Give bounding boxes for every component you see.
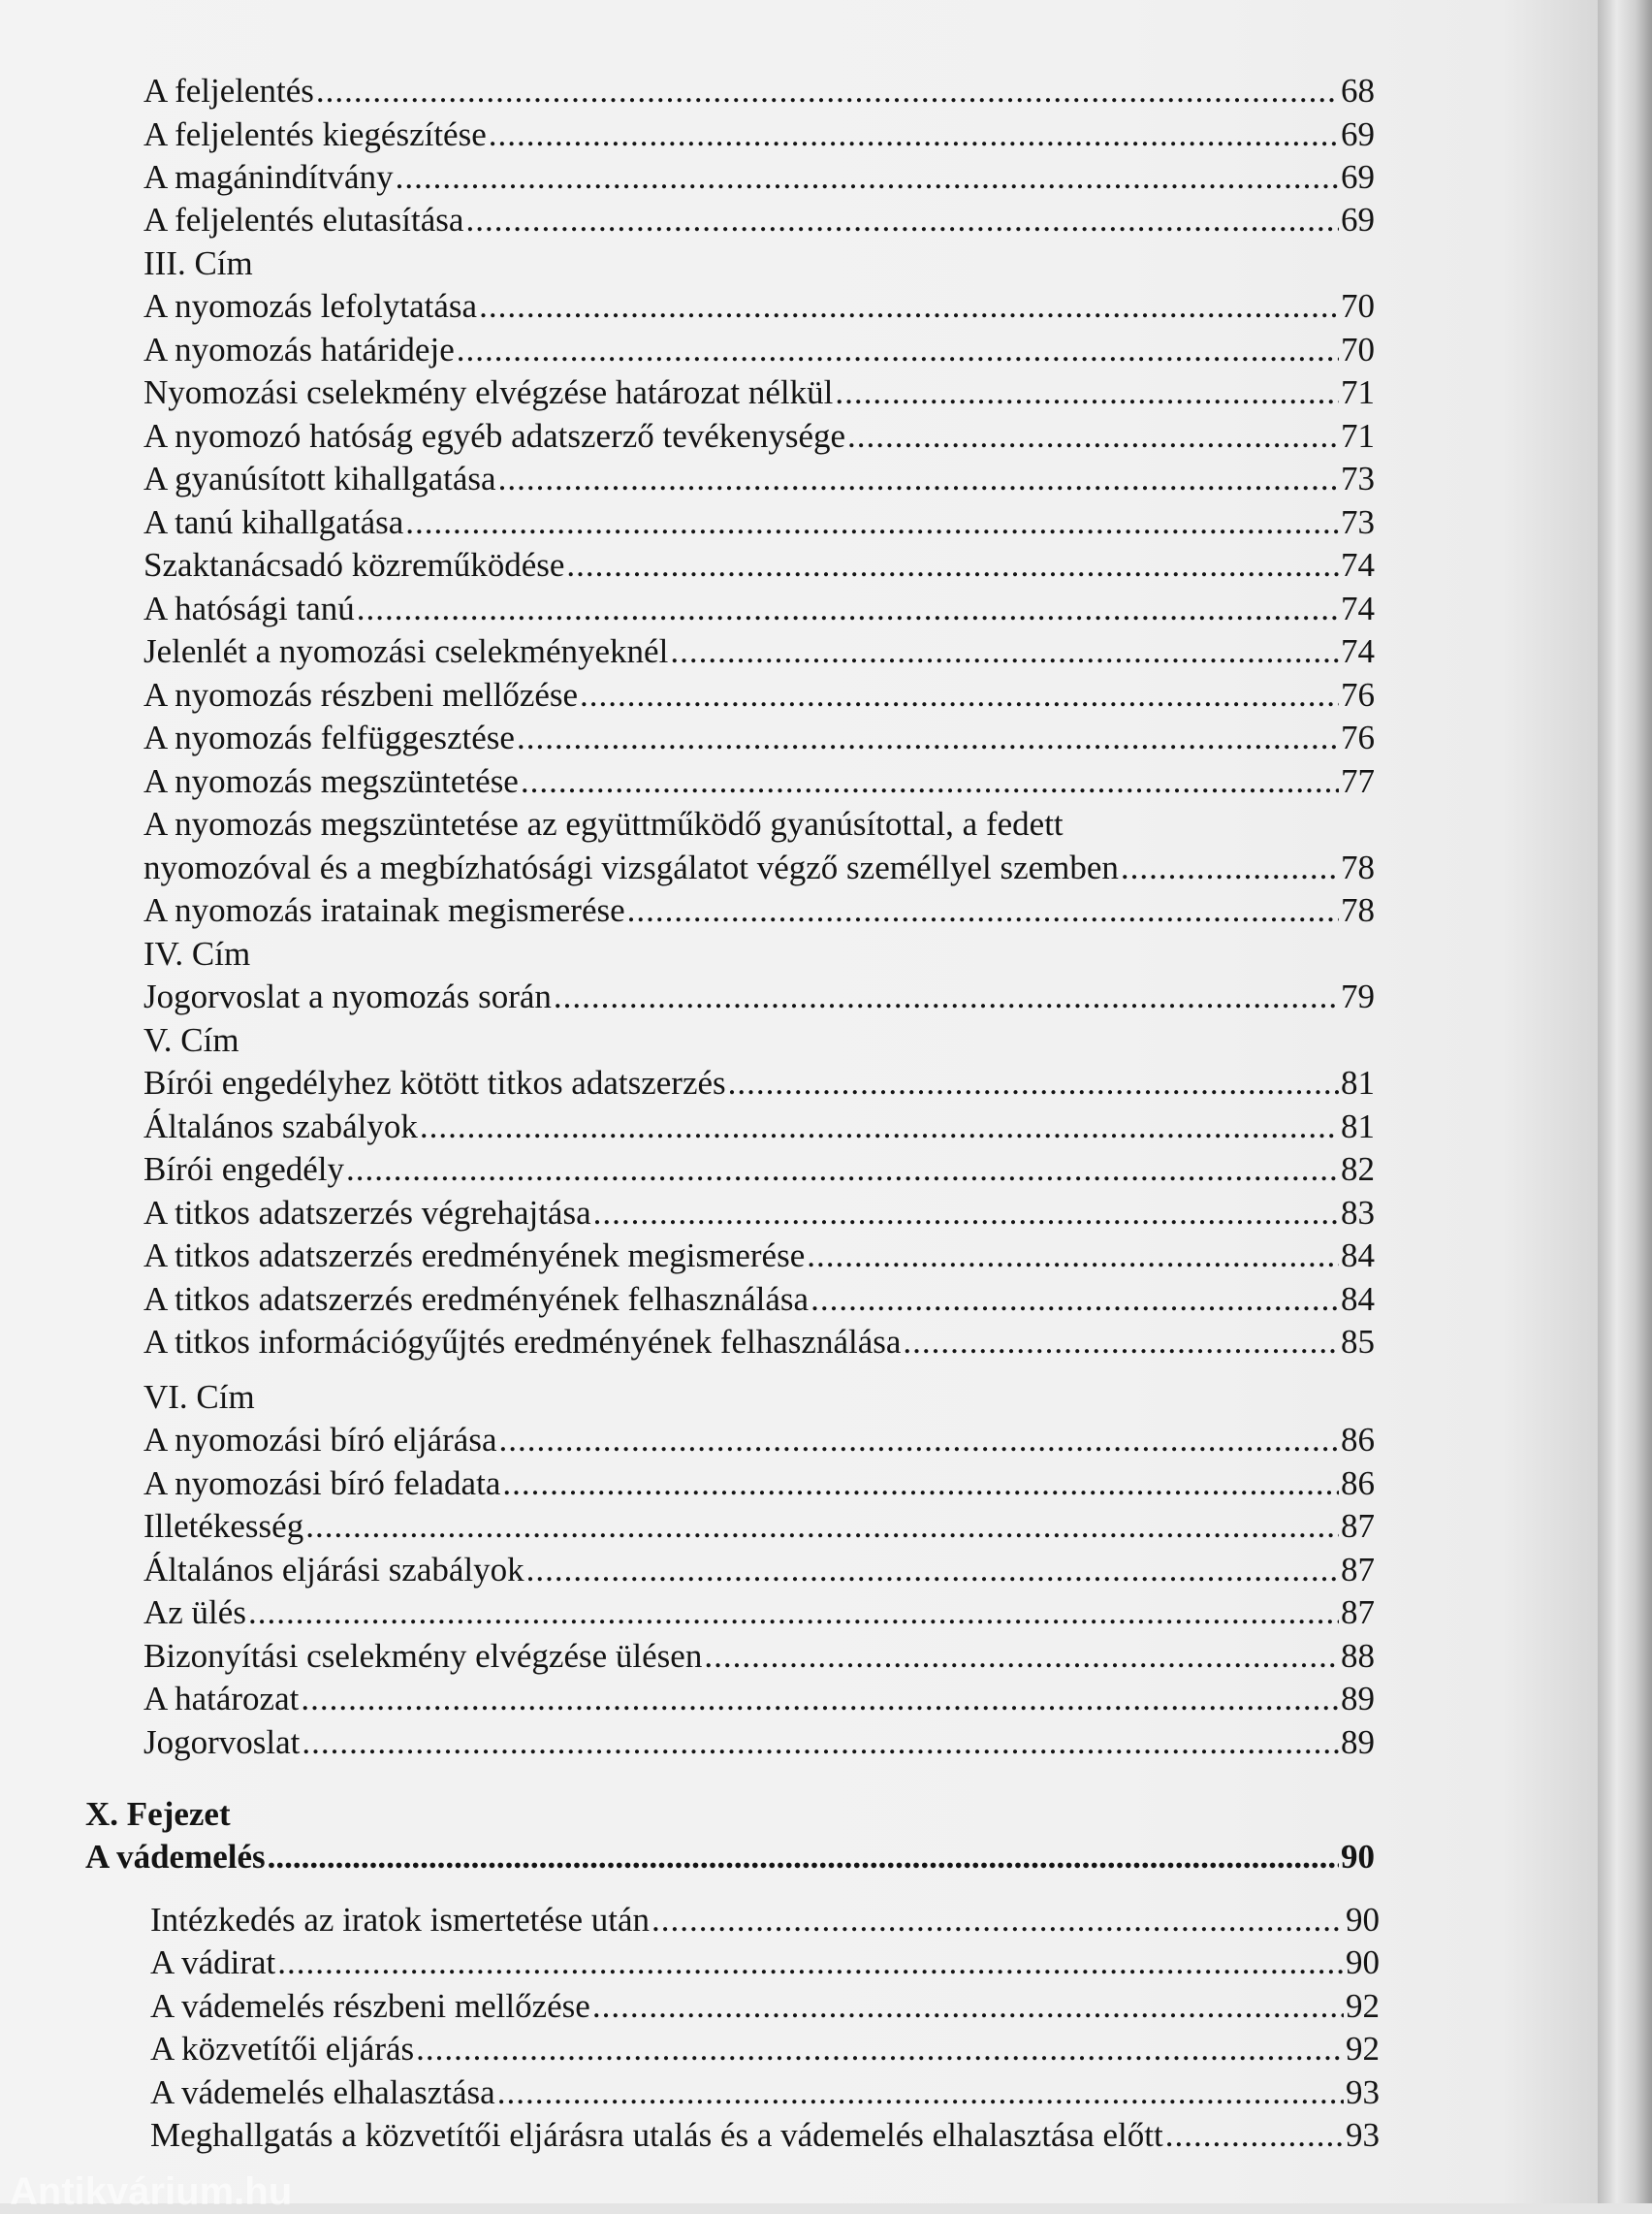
toc-entry — [143, 1505, 1375, 1548]
toc-entry-page: 85 — [1341, 1323, 1375, 1361]
toc-leader-dots — [498, 1419, 1339, 1461]
section-heading-iv: IV. Cím — [143, 935, 251, 973]
toc-entry-page: 73 — [1341, 503, 1375, 541]
toc-entry-title: Meghallgatás a közvetítői eljárásra utalás és a vádemelés elhalasztása előtt — [150, 2116, 1163, 2154]
toc-entry-page: 89 — [1341, 1723, 1375, 1761]
toc-leader-dots — [316, 70, 1339, 112]
toc-entry — [143, 1321, 1375, 1364]
section-heading-iii: III. Cím — [143, 244, 253, 282]
toc-entry-title: A feljelentés kiegészítése — [143, 115, 487, 153]
toc-entry-page: 71 — [1341, 373, 1375, 411]
toc-leader-dots — [554, 976, 1339, 1018]
toc-entry-page: 74 — [1341, 546, 1375, 584]
toc-entry-page: 90 — [1346, 1901, 1380, 1939]
toc-entry-title: A vádemelés részbeni mellőzése — [150, 1987, 590, 2025]
toc-entry-page: 68 — [1341, 72, 1375, 110]
toc-entry-page: 83 — [1341, 1194, 1375, 1232]
toc-entry-title: A titkos adatszerzés eredményének megismerése — [143, 1236, 806, 1274]
chapter-title: A vádemelés — [85, 1838, 266, 1876]
toc-leader-dots — [580, 674, 1339, 717]
toc-entry-multiline-first: A nyomozás megszüntetése az együttműködő gyanúsítottal, a fedett — [143, 805, 1064, 843]
toc-entry-page: 81 — [1341, 1064, 1375, 1102]
toc-entry-title: Általános szabályok — [143, 1107, 418, 1145]
toc-entry-title: Bírói engedély — [143, 1150, 345, 1188]
toc-leader-dots — [420, 1106, 1339, 1148]
toc-leader-dots — [302, 1721, 1339, 1764]
toc-entry-page: 77 — [1341, 762, 1375, 800]
toc-entry — [143, 717, 1375, 759]
toc-entry-page: 70 — [1341, 287, 1375, 325]
toc-entry — [143, 1278, 1375, 1321]
toc-entry-title: A nyomozás megszüntetése — [143, 762, 519, 800]
toc-entry — [143, 1549, 1375, 1591]
toc-entry — [150, 1941, 1380, 1984]
toc-leader-dots — [396, 156, 1339, 199]
toc-entry — [143, 199, 1375, 241]
toc-entry-title: A nyomozás felfüggesztése — [143, 719, 515, 756]
toc-entry — [143, 1062, 1375, 1105]
watermark: Antikvárium.hu — [10, 2170, 293, 2213]
toc-entry-page: 87 — [1341, 1551, 1375, 1588]
toc-leader-dots — [498, 458, 1339, 500]
toc-entry — [143, 501, 1375, 544]
toc-leader-dots — [268, 1836, 1339, 1878]
toc-leader-dots — [405, 501, 1339, 544]
toc-entry-title: A tanú kihallgatása — [143, 503, 404, 541]
toc-entry-page: 82 — [1341, 1150, 1375, 1188]
toc-leader-dots — [457, 329, 1339, 371]
toc-entry-page: 74 — [1341, 590, 1375, 627]
toc-entry-title: A nyomozás lefolytatása — [143, 287, 478, 325]
toc-leader-dots — [357, 588, 1339, 630]
toc-leader-dots — [627, 889, 1339, 932]
toc-entry-title: nyomozóval és a megbízhatósági vizsgálatot végző személlyel szemben — [143, 849, 1119, 886]
toc-entry — [143, 70, 1375, 112]
toc-leader-dots — [593, 1192, 1339, 1235]
toc-entry — [143, 371, 1375, 414]
toc-leader-dots — [305, 1505, 1339, 1548]
toc-leader-dots — [277, 1941, 1344, 1984]
toc-leader-dots — [835, 371, 1339, 414]
chapter-label: X. Fejezet — [85, 1795, 231, 1833]
toc-entry-title: A feljelentés elutasítása — [143, 201, 464, 239]
toc-entry-page: 90 — [1346, 1943, 1380, 1981]
toc-entry-page: 84 — [1341, 1280, 1375, 1318]
toc-entry-title: A vádirat — [150, 1943, 276, 1981]
chapter-title-entry — [85, 1836, 1375, 1878]
toc-entry — [143, 1192, 1375, 1235]
toc-leader-dots — [301, 1678, 1339, 1720]
toc-entry — [143, 588, 1375, 630]
toc-entry — [150, 2028, 1380, 2070]
book-spine-edge — [1598, 0, 1652, 2203]
toc-entry-title: A határozat — [143, 1680, 300, 1717]
section-heading-v: V. Cím — [143, 1021, 239, 1059]
toc-entry-title: A nyomozási bíró eljárása — [143, 1421, 497, 1459]
toc-entry-page: 86 — [1341, 1464, 1375, 1502]
toc-entry — [150, 1899, 1380, 1941]
toc-entry-title: Jogorvoslat a nyomozás során — [143, 978, 552, 1015]
section-heading-vi: VI. Cím — [143, 1378, 255, 1416]
toc-leader-dots — [248, 1591, 1339, 1634]
toc-leader-dots — [728, 1062, 1339, 1105]
toc-entry-page: 71 — [1341, 417, 1375, 455]
toc-entry — [143, 285, 1375, 328]
toc-entry-page: 88 — [1341, 1637, 1375, 1675]
toc-entry-title: A nyomozási bíró feladata — [143, 1464, 501, 1502]
toc-entry-title: Jelenlét a nyomozási cselekményeknél — [143, 632, 669, 670]
toc-entry-title: Illetékesség — [143, 1507, 304, 1545]
toc-entry-title: A közvetítői eljárás — [150, 2030, 415, 2068]
toc-entry — [143, 1721, 1375, 1764]
toc-entry — [143, 1235, 1375, 1277]
toc-entry-multiline-last — [143, 847, 1375, 889]
toc-leader-dots — [903, 1321, 1339, 1364]
toc-entry-page: 84 — [1341, 1236, 1375, 1274]
toc-entry-title: Bizonyítási cselekmény elvégzése ülésen — [143, 1637, 703, 1675]
toc-entry-page: 74 — [1341, 632, 1375, 670]
toc-entry — [143, 113, 1375, 156]
toc-entry-page: 92 — [1346, 2030, 1380, 2068]
toc-entry — [143, 630, 1375, 673]
toc-entry-title: A nyomozás részbeni mellőzése — [143, 676, 579, 714]
toc-entry-page: 69 — [1341, 158, 1375, 196]
toc-leader-dots — [517, 717, 1339, 759]
toc-entry — [143, 1635, 1375, 1678]
toc-entry — [143, 1419, 1375, 1461]
toc-leader-dots — [489, 113, 1339, 156]
toc-entry-title: Nyomozási cselekmény elvégzése határozat nélkül — [143, 373, 834, 411]
toc-entry-page: 76 — [1341, 719, 1375, 756]
toc-entry-page: 78 — [1341, 891, 1375, 929]
toc-leader-dots — [847, 415, 1339, 458]
toc-entry-title: A feljelentés — [143, 72, 314, 110]
toc-entry-title: A vádemelés elhalasztása — [150, 2073, 495, 2111]
toc-entry — [143, 329, 1375, 371]
toc-entry — [143, 156, 1375, 199]
toc-entry-page: 89 — [1341, 1680, 1375, 1717]
toc-leader-dots — [651, 1899, 1344, 1941]
toc-entry — [143, 415, 1375, 458]
toc-entry-title: A nyomozó hatóság egyéb adatszerző tevékenysége — [143, 417, 846, 455]
toc-entry-title: A magánindítvány — [143, 158, 394, 196]
toc-entry — [143, 1591, 1375, 1634]
toc-leader-dots — [810, 1278, 1339, 1321]
toc-entry-page: 73 — [1341, 460, 1375, 497]
toc-leader-dots — [497, 2071, 1344, 2114]
toc-leader-dots — [416, 2028, 1344, 2070]
toc-leader-dots — [479, 285, 1339, 328]
toc-entry-page: 93 — [1346, 2116, 1380, 2154]
chapter-page: 90 — [1341, 1838, 1375, 1876]
toc-entry-title: A gyanúsított kihallgatása — [143, 460, 496, 497]
toc-entry-title: A nyomozás iratainak megismerése — [143, 891, 625, 929]
toc-entry-page: 93 — [1346, 2073, 1380, 2111]
toc-entry-title: Jogorvoslat — [143, 1723, 301, 1761]
toc-leader-dots — [807, 1235, 1339, 1277]
toc-entry — [143, 976, 1375, 1018]
toc-entry-title: Bírói engedélyhez kötött titkos adatszerzés — [143, 1064, 726, 1102]
toc-leader-dots — [465, 199, 1339, 241]
toc-entry-title: Intézkedés az iratok ismertetése után — [150, 1901, 651, 1939]
toc-entry-page: 78 — [1341, 849, 1375, 886]
toc-leader-dots — [1121, 847, 1339, 889]
toc-entry — [143, 760, 1375, 803]
toc-leader-dots — [704, 1635, 1339, 1678]
toc-entry-title: A nyomozás határideje — [143, 331, 455, 369]
toc-entry-page: 76 — [1341, 676, 1375, 714]
toc-leader-dots — [1165, 2114, 1344, 2157]
toc-leader-dots — [670, 630, 1339, 673]
toc-leader-dots — [526, 1549, 1339, 1591]
toc-entry-title: Általános eljárási szabályok — [143, 1551, 524, 1588]
toc-leader-dots — [346, 1148, 1339, 1191]
toc-entry-title: A titkos adatszerzés végrehajtása — [143, 1194, 591, 1232]
toc-entry-page: 87 — [1341, 1507, 1375, 1545]
toc-entry — [143, 889, 1375, 932]
toc-entry — [143, 1106, 1375, 1148]
toc-entry-title: Szaktanácsadó közreműködése — [143, 546, 565, 584]
toc-entry-page: 81 — [1341, 1107, 1375, 1145]
toc-entry-page: 70 — [1341, 331, 1375, 369]
toc-entry-page: 79 — [1341, 978, 1375, 1015]
toc-entry-title: A titkos adatszerzés eredményének felhasználása — [143, 1280, 810, 1318]
toc-leader-dots — [592, 1985, 1344, 2028]
toc-entry — [143, 1462, 1375, 1505]
toc-entry — [150, 1985, 1380, 2028]
toc-entry-title: Az ülés — [143, 1593, 246, 1631]
toc-entry — [150, 2114, 1380, 2157]
toc-entry-page: 69 — [1341, 201, 1375, 239]
toc-entry-title: A hatósági tanú — [143, 590, 355, 627]
toc-leader-dots — [521, 760, 1339, 803]
toc-entry-title: A titkos információgyűjtés eredményének felhasználása — [143, 1323, 902, 1361]
toc-entry-page: 92 — [1346, 1987, 1380, 2025]
toc-entry-page: 86 — [1341, 1421, 1375, 1459]
toc-entry — [150, 2071, 1380, 2114]
toc-entry — [143, 674, 1375, 717]
toc-entry-page: 69 — [1341, 115, 1375, 153]
toc-entry — [143, 544, 1375, 587]
toc-entry — [143, 1678, 1375, 1720]
toc-entry — [143, 1148, 1375, 1191]
toc-leader-dots — [566, 544, 1339, 587]
toc-entry-page: 87 — [1341, 1593, 1375, 1631]
toc-leader-dots — [502, 1462, 1339, 1505]
toc-entry — [143, 458, 1375, 500]
